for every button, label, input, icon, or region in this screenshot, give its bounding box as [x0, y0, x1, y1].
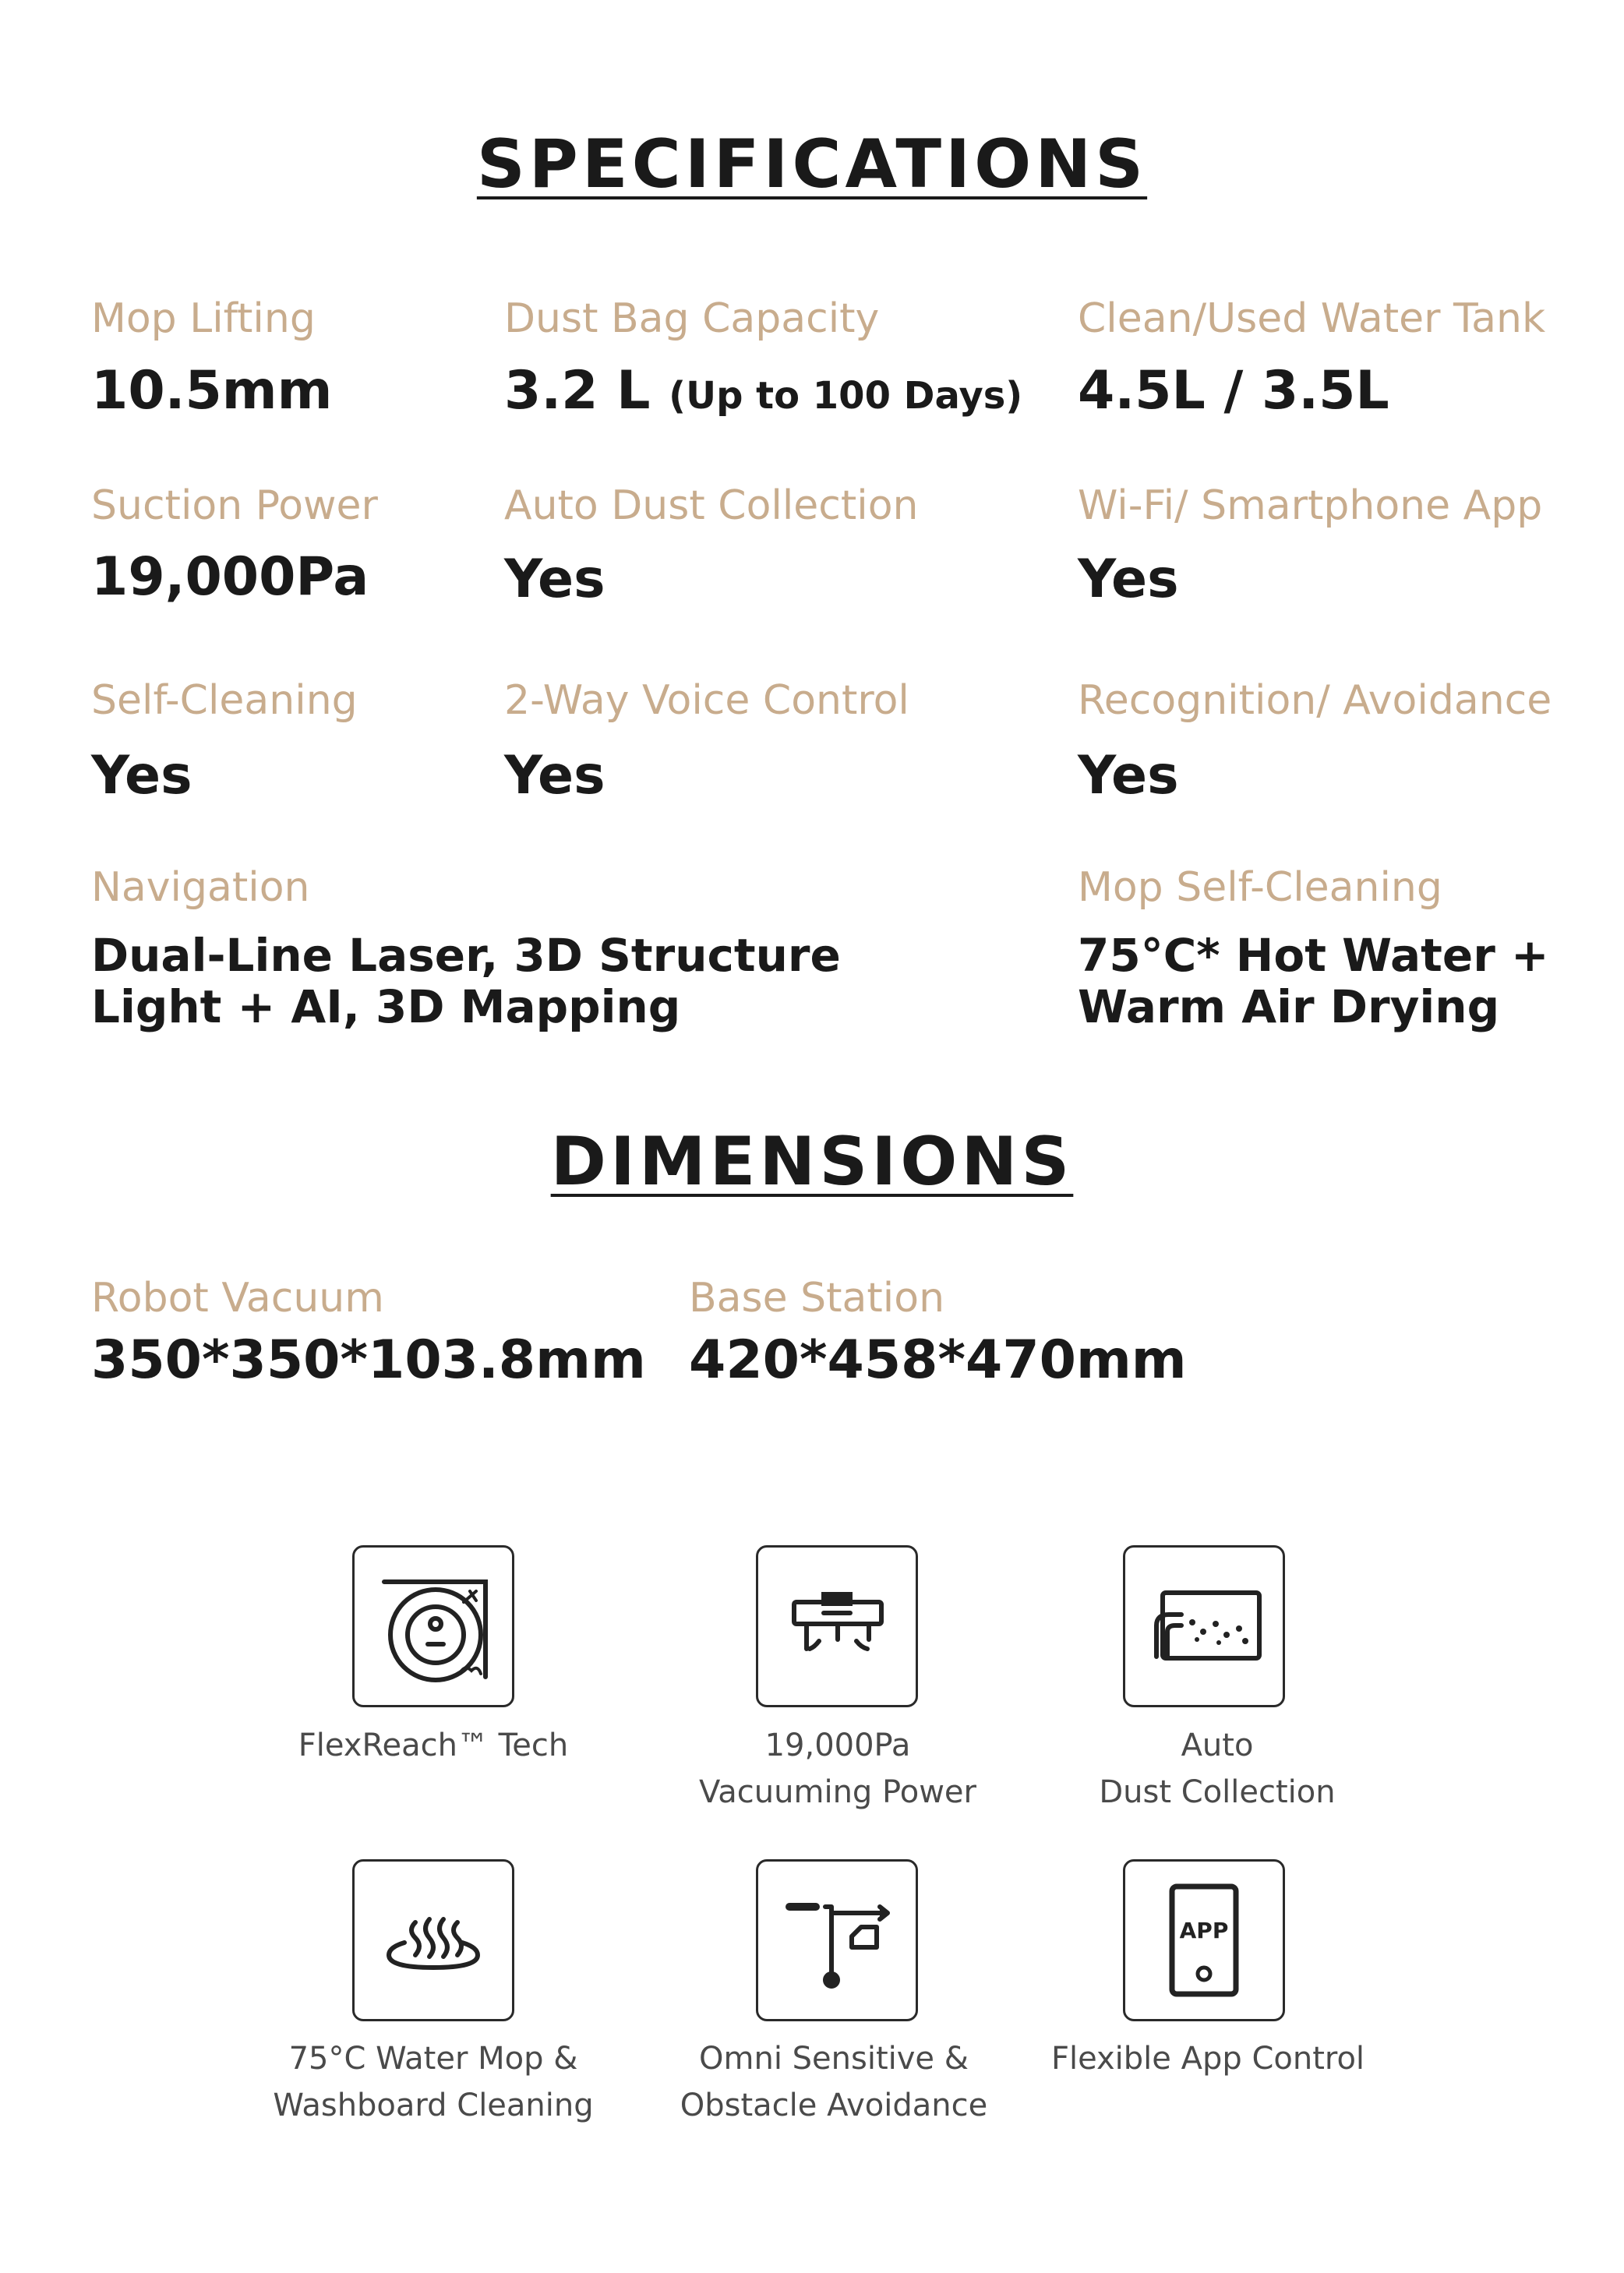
feature-caption-line: Auto — [1181, 1728, 1254, 1763]
spec-value: Yes — [504, 549, 605, 610]
spec-value: Yes — [504, 745, 605, 806]
spec-value-line: Warm Air Drying — [1078, 980, 1500, 1033]
flexreach-icon — [352, 1545, 514, 1707]
hot-water-icon — [352, 1859, 514, 2021]
specifications-heading: SPECIFICATIONS — [476, 125, 1148, 203]
spec-value: Yes — [1078, 549, 1179, 610]
spec-value-line: Light + AI, 3D Mapping — [91, 980, 681, 1033]
dust-collection-icon — [1123, 1545, 1285, 1707]
vacuum-power-icon — [756, 1545, 918, 1707]
dim-value: 350*350*103.8mm — [91, 1329, 646, 1391]
spec-label: Mop Lifting — [91, 295, 316, 342]
app-label: APP — [1179, 1918, 1229, 1943]
feature-caption-line: Omni Sensitive & — [699, 2041, 969, 2077]
feature-caption-line: Obstacle Avoidance — [680, 2088, 988, 2123]
dimensions-heading: DIMENSIONS — [550, 1123, 1074, 1201]
spec-label: Wi-Fi/ Smartphone App — [1078, 482, 1543, 529]
feature-caption-line: Dust Collection — [1099, 1774, 1336, 1810]
feature-caption-line: Washboard Cleaning — [273, 2088, 594, 2123]
dim-value: 420*458*470mm — [689, 1329, 1187, 1391]
spec-label: Navigation — [91, 864, 310, 911]
obstacle-avoidance-icon — [756, 1859, 918, 2021]
spec-label: 2-Way Voice Control — [504, 677, 909, 724]
feature-caption: FlexReach™ Tech — [298, 1728, 569, 1763]
dim-label: Base Station — [689, 1275, 945, 1322]
spec-value: Yes — [1078, 745, 1179, 806]
app-phone-icon — [1123, 1859, 1285, 2021]
feature-caption: Flexible App Control — [1050, 2041, 1365, 2077]
spec-label: Auto Dust Collection — [504, 482, 919, 529]
feature-caption-line: 75°C Water Mop & — [288, 2041, 578, 2077]
spec-note: (Up to 100 Days) — [669, 374, 1023, 418]
spec-value-line: 75°C* Hot Water + — [1078, 929, 1549, 982]
spec-label: Recognition/ Avoidance — [1078, 677, 1552, 724]
spec-label: Self-Cleaning — [91, 677, 358, 724]
dim-label: Robot Vacuum — [91, 1275, 384, 1322]
spec-value: 10.5mm — [91, 360, 333, 422]
feature-caption-line: 19,000Pa — [764, 1728, 911, 1763]
spec-label: Dust Bag Capacity — [504, 295, 880, 342]
spec-value: 3.2 L (Up to 100 Days) — [504, 360, 1023, 422]
spec-label: Mop Self-Cleaning — [1078, 864, 1442, 911]
spec-value-line: Dual-Line Laser, 3D Structure — [91, 929, 841, 982]
spec-value: 19,000Pa — [91, 546, 369, 608]
feature-caption-line: Vacuuming Power — [699, 1774, 976, 1810]
spec-value: Yes — [91, 745, 192, 806]
spec-label: Suction Power — [91, 482, 378, 529]
spec-value: 4.5L / 3.5L — [1078, 360, 1389, 422]
spec-label: Clean/Used Water Tank — [1078, 295, 1546, 342]
